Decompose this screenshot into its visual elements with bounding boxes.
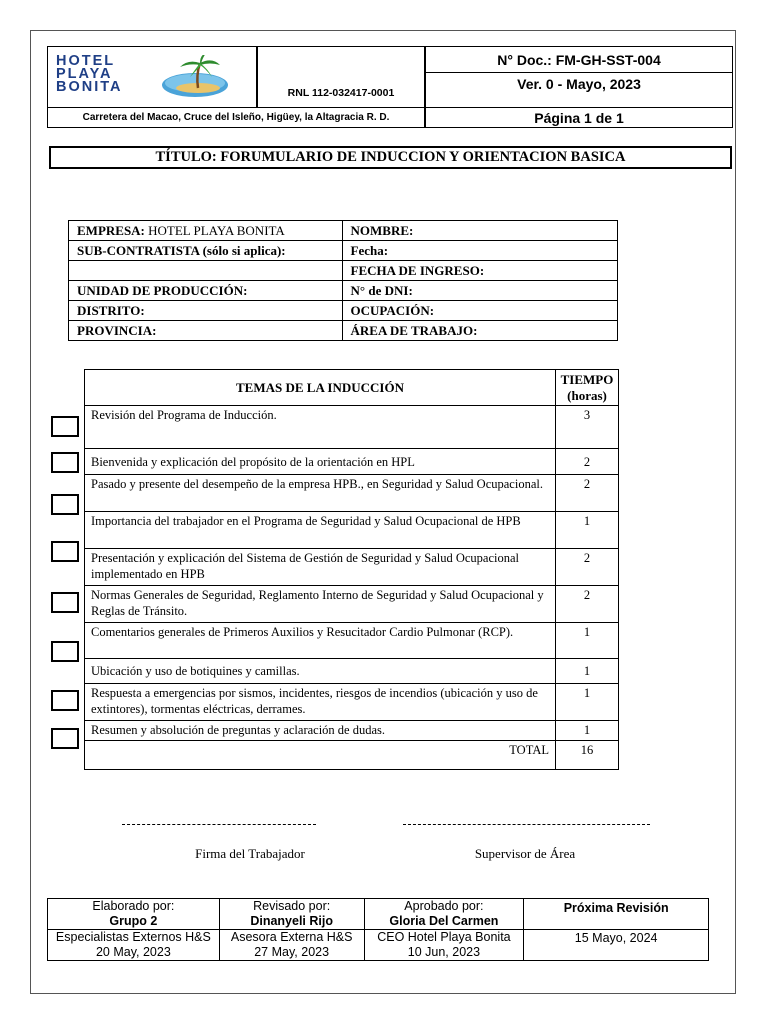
document-header (47, 46, 733, 128)
induction-topics-table (84, 369, 619, 770)
employee-info-table (68, 220, 618, 341)
distrito-field[interactable]: DISTRITO: (69, 301, 343, 321)
topic-hours: 2 (556, 549, 619, 586)
topic-hours: 1 (556, 659, 619, 684)
time-header: TIEMPO (horas) (556, 370, 619, 406)
revisado-cell: Revisado por: Dinanyeli Rijo (219, 899, 364, 930)
worker-signature-label: Firma del Trabajador (195, 846, 305, 861)
worker-signature-line[interactable] (122, 824, 316, 825)
topic-row: Bienvenida y explicación del propósito de la orientación en HPL (85, 449, 556, 475)
topic-row: Revisión del Programa de Inducción. (85, 406, 556, 449)
topic-checkbox[interactable] (51, 592, 79, 613)
rnl-cell: RNL 112-032417-0001 (257, 46, 425, 108)
page-number: Página 1 de 1 (425, 107, 733, 128)
doc-number: N° Doc.: FM-GH-SST-004 (425, 46, 733, 73)
topic-row: Ubicación y uso de botiquines y camillas. (85, 659, 556, 684)
topic-row: Presentación y explicación del Sistema de Gestión de Seguridad y Salud Ocupacional implementado en HPB (85, 549, 556, 586)
approval-footer-table (47, 898, 709, 961)
area-field[interactable]: ÁREA DE TRABAJO: (342, 321, 617, 341)
fecha-field[interactable]: Fecha: (342, 241, 617, 261)
elaborado-detail: Especialistas Externos H&S 20 May, 2023 (48, 930, 220, 961)
proxima-label: Próxima Revisión (524, 899, 709, 930)
dni-field[interactable]: N° de DNI: (342, 281, 617, 301)
topic-hours: 2 (556, 586, 619, 623)
version: Ver. 0 - Mayo, 2023 (425, 72, 733, 108)
topic-row: Importancia del trabajador en el Programa de Seguridad y Salud Ocupacional de HPB (85, 512, 556, 549)
topic-checkbox[interactable] (51, 452, 79, 473)
hotel-logo: HOTEL PLAYA BONITA (56, 53, 123, 95)
topic-checkbox[interactable] (51, 494, 79, 515)
topic-row: Respuesta a emergencias por sismos, incidentes, riesgos de incendios (ubicación y uso de extintores), tormentas eléctricas, derrames. (85, 684, 556, 721)
revisado-detail: Asesora Externa H&S 27 May, 2023 (219, 930, 364, 961)
unidad-field[interactable]: UNIDAD DE PRODUCCIÓN: (69, 281, 343, 301)
topic-checkbox[interactable] (51, 416, 79, 437)
form-title: TÍTULO: FORUMULARIO DE INDUCCION Y ORIENTACION BASICA (49, 146, 732, 169)
topic-checkbox[interactable] (51, 641, 79, 662)
topic-hours: 2 (556, 475, 619, 512)
empty-cell (69, 261, 343, 281)
provincia-field[interactable]: PROVINCIA: (69, 321, 343, 341)
aprobado-detail: CEO Hotel Playa Bonita 10 Jun, 2023 (364, 930, 524, 961)
topic-checkbox[interactable] (51, 690, 79, 711)
proxima-date: 15 Mayo, 2024 (524, 930, 709, 961)
subcontratista-field[interactable]: SUB-CONTRATISTA (sólo si aplica): (69, 241, 343, 261)
empresa-value: HOTEL PLAYA BONITA (148, 222, 285, 238)
topic-checkbox[interactable] (51, 541, 79, 562)
empresa-cell: EMPRESA: HOTEL PLAYA BONITA (69, 221, 343, 241)
topic-hours: 2 (556, 449, 619, 475)
nombre-field[interactable]: NOMBRE: (342, 221, 617, 241)
ocupacion-field[interactable]: OCUPACIÓN: (342, 301, 617, 321)
topic-hours: 1 (556, 512, 619, 549)
topic-checkbox[interactable] (51, 728, 79, 749)
topic-row: Pasado y presente del desempeño de la empresa HPB., en Seguridad y Salud Ocupacional. (85, 475, 556, 512)
topic-hours: 1 (556, 721, 619, 741)
logo-cell (47, 46, 257, 108)
topic-hours: 1 (556, 684, 619, 721)
topic-hours: 1 (556, 623, 619, 659)
total-value: 16 (556, 741, 619, 770)
supervisor-signature-label: Supervisor de Área (474, 846, 576, 861)
aprobado-cell: Aprobado por: Gloria Del Carmen (364, 899, 524, 930)
topic-row: Normas Generales de Seguridad, Reglamento Interno de Seguridad y Salud Ocupacional y Reglas de Tránsito. (85, 586, 556, 623)
topics-header: TEMAS DE LA INDUCCIÓN (85, 370, 556, 406)
address: Carretera del Macao, Cruce del Isleño, Higüey, la Altagracia R. D. (47, 107, 425, 128)
supervisor-signature-line[interactable] (403, 824, 650, 825)
topic-hours: 3 (556, 406, 619, 449)
topic-row: Comentarios generales de Primeros Auxilios y Resucitador Cardio Pulmonar (RCP). (85, 623, 556, 659)
total-label: TOTAL (85, 741, 556, 770)
elaborado-cell: Elaborado por: Grupo 2 (48, 899, 220, 930)
topic-row: Resumen y absolución de preguntas y aclaración de dudas. (85, 721, 556, 741)
fecha-ingreso-field[interactable]: FECHA DE INGRESO: (342, 261, 617, 281)
palm-island-icon (160, 55, 230, 101)
